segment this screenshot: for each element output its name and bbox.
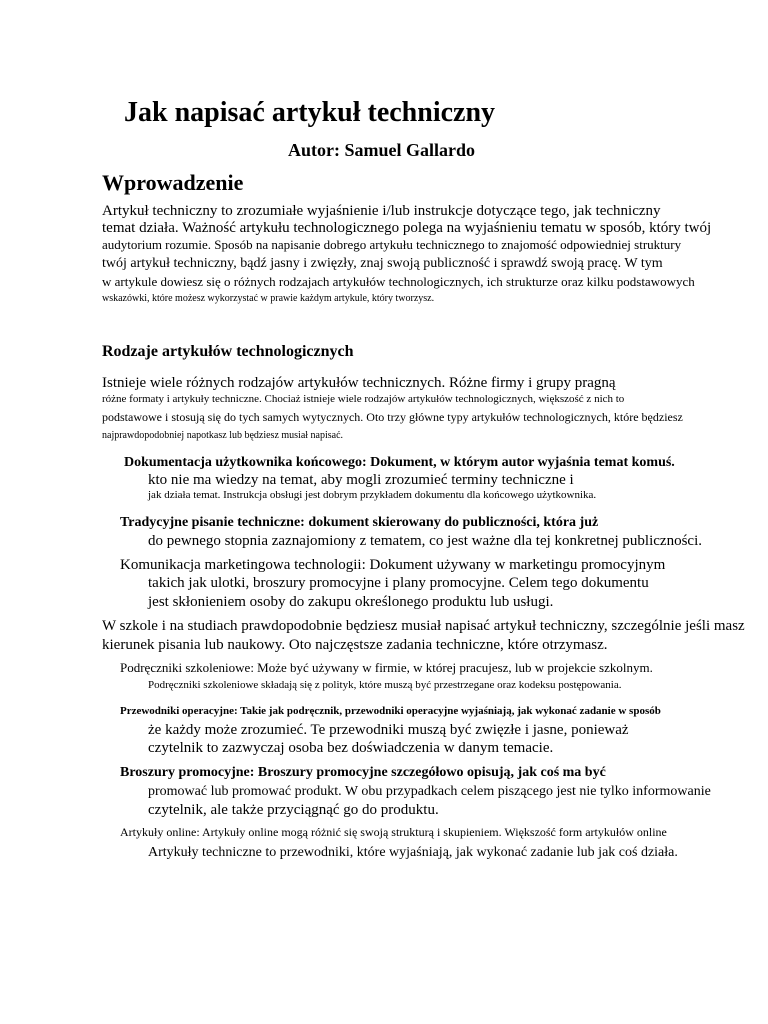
text-line: jest skłonieniem osoby do zakupu określonego produktu lub usługi. [148,594,554,610]
text-line: Artykuły online: Artykuły online mogą różnić się swoją strukturą i skupieniem. Większość form artykułów online [120,825,667,839]
text-line: wskazówki, które możesz wykorzystać w prawie każdym artykule, który tworzysz. [102,293,435,304]
text-line: Przewodniki operacyjne: Takie jak podręcznik, przewodniki operacyjne wyjaśniają, jak wykonać zadanie w sposób [120,705,661,717]
text-line: Podręczniki szkoleniowe: Może być używany w firmie, w której pracujesz, lub w projekcie szkolnym. [120,660,653,675]
text-line: Podręczniki szkoleniowe składają się z polityk, które muszą być przestrzegane oraz kodeksu postępowania. [148,679,622,691]
text-line: jak działa temat. Instrukcja obsługi jest dobrym przykładem dokumentu dla końcowego użytkownika. [148,489,597,501]
text-line: Artykuły techniczne to przewodniki, które wyjaśniają, jak wykonać zadanie lub jak coś działa. [148,845,678,860]
types-heading: Rodzaje artykułów technologicznych [102,343,354,360]
intro-heading: Wprowadzenie [102,170,244,195]
text-line: do pewnego stopnia zaznajomiony z tematem, co jest ważne dla tej konkretnej publiczności. [148,533,702,549]
text-line: W szkole i na studiach prawdopodobnie będziesz musiał napisać artykuł techniczny, szczególnie jeśli masz [102,618,745,634]
text-line: Istnieje wiele różnych rodzajów artykułów technicznych. Różne firmy i grupy pragną [102,375,616,391]
text-line: najprawdopodobniej napotkasz lub będziesz musiał napisać. [102,430,344,441]
text-line: czytelnik to zazwyczaj osoba bez doświadczenia w danym temacie. [148,740,554,756]
text-line: temat działa. Ważność artykułu technologicznego polega na wyjaśnieniu tematu w sposób, który twój [102,220,712,236]
text-line: kto nie ma wiedzy na temat, aby mogli zrozumieć terminy techniczne i [148,472,574,488]
text-line: kierunek pisania lub naukowy. Oto najczęstsze zadania techniczne, które otrzymasz. [102,637,608,653]
text-line: Tradycyjne pisanie techniczne: dokument skierowany do publiczności, która już [120,515,599,530]
text-line: twój artykuł techniczny, bądź jasny i zwięzły, znaj swoją publiczność i sprawdź swoją pracę. W tym [102,256,663,271]
text-line: podstawowe i stosują się do tych samych wytycznych. Oto trzy główne typy artykułów technologicznych, które będziesz [102,410,683,424]
text-line: czytelnik, ale także przyciągnąć go do produktu. [148,802,439,818]
text-line: że każdy może zrozumieć. Te przewodniki muszą być zwięzłe i jasne, ponieważ [148,722,629,738]
text-line: Broszury promocyjne: Broszury promocyjne szczegółowo opisują, jak coś ma być [120,765,606,780]
text-line: Artykuł techniczny to zrozumiałe wyjaśnienie i/lub instrukcje dotyczące tego, jak techniczny [102,203,661,219]
text-line: takich jak ulotki, broszury promocyjne i plany promocyjne. Celem tego dokumentu [148,575,649,591]
text-line: Komunikacja marketingowa technologii: Dokument używany w marketingu promocyjnym [120,557,666,573]
text-line: Dokumentacja użytkownika końcowego: Dokument, w którym autor wyjaśnia temat komuś. [124,455,675,470]
text-line: w artykule dowiesz się o różnych rodzajach artykułów technologicznych, ich strukturze oraz kilku podstawowych [102,274,695,289]
doc-title: Jak napisać artykuł techniczny [124,97,496,128]
text-line: różne formaty i artykuły techniczne. Chociaż istnieje wiele rodzajów artykułów technologicznych, większość z nich to [102,393,625,405]
text-line: audytorium rozumie. Sposób na napisanie dobrego artykułu technicznego to znajomość odpowiedniej struktury [102,237,682,252]
doc-author: Autor: Samuel Gallardo [288,140,475,160]
text-line: promować lub promować produkt. W obu przypadkach celem piszącego jest nie tylko informowanie [148,784,711,799]
